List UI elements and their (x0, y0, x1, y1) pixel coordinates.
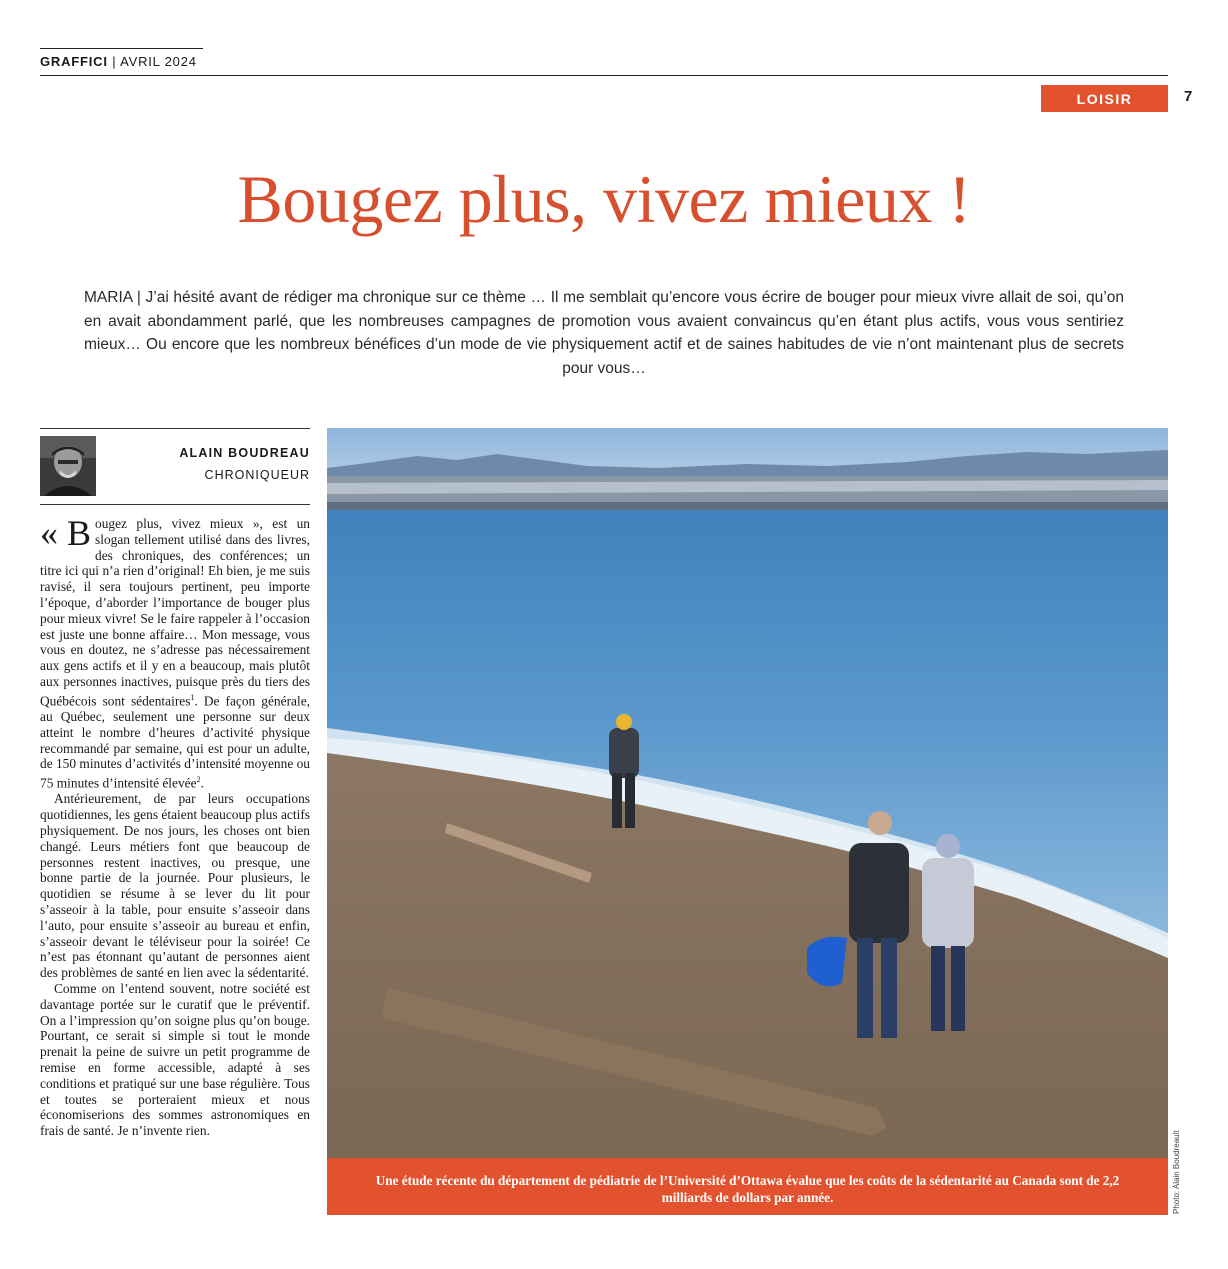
dropcap (40, 513, 92, 553)
author-name: ALAIN BOUDREAU (179, 446, 310, 460)
author-role: CHRONIQUEUR (204, 468, 310, 482)
paragraph-1-end: . (200, 775, 204, 791)
article-title: Bougez plus, vivez mieux ! (237, 161, 971, 237)
author-avatar (40, 436, 96, 496)
paragraph-1-text-b: . De façon générale, au Québec, seulement une personne sur deux atteint le nombre d’heures d’activité physique recommandé par semaine, qui est pour un adulte, de 150 minutes d’activités d’intensité moyenne ou 75 minutes d’intensité élevée (40, 693, 310, 791)
issue-date: AVRIL 2024 (120, 54, 197, 69)
photo-caption: Une étude récente du département de pédiatrie de l’Université d’Ottawa évalue que les coûts de la sédentarité au Canada sont de 2,2 milliards de dollars par année. (327, 1158, 1168, 1215)
footnote-1: 1 (190, 692, 195, 702)
publication-line (40, 54, 197, 69)
article-body (40, 513, 310, 1139)
page-number: 7 (1184, 88, 1193, 105)
section-tag: LOISIR (1041, 85, 1168, 112)
author-rule-bottom (40, 504, 310, 505)
article-lead: MARIA | J’ai hésité avant de rédiger ma chronique sur ce thème … Il me semblait qu’encore vous écrire de bouger pour mieux vivre allait de soi, qu’on en avait abondamment parlé, que les nombreuses campagnes de promotion vous avaient convaincus qu’en étant plus actifs, vous vous sentiriez mieux… Ou encore que les nombreux bénéfices d’un mode de vie physiquement actif et de saines habitudes de vie n’ont maintenant plus de secrets pour vous… (84, 289, 1124, 377)
photo-credit: Photo: Alain Boudreault (1172, 1130, 1181, 1214)
publication-name: GRAFFICI (40, 54, 108, 69)
paragraph-1-text: ougez plus, vivez mieux », est un slogan tellement utilisé dans des livres, des chroniques, des conférences; un titre ici qui n’a rien d’original! Eh bien, je me suis ravisé, il sera toujours pertinent, peu importe l’époque, d’aborder l’importance de bouger plus pour mieux vivre! Se le faire rappeler à l’occasion est juste une bonne affaire… Mon message, vous vous en doutez, ne s’adresse pas nécessairement aux gens actifs et il y en a beaucoup, mais plutôt aux personnes inactives, puisque près du tiers des Québécois sont sédentaires (40, 516, 310, 709)
beach-photo (327, 428, 1168, 1158)
open-quote: « (40, 513, 58, 553)
publication-separator: | (107, 54, 121, 69)
body-paragraph-3: Comme on l’entend souvent, notre société est davantage portée sur le curatif que le préventif. On a l’impression qu’on soigne plus qu’on bouge. Pourtant, ce serait si simple si tout le monde prenait la peine de suivre un petit programme de remise en forme accessible, adapté à ses conditions et pratiqué sur une base régulière. Tous et toutes se porteraient mieux et nous économiserions des sommes astronomiques en frais de santé. Je n’invente rien. (40, 981, 310, 1139)
body-paragraph-1 (40, 513, 310, 791)
header-rule-short (40, 48, 203, 49)
footnote-2: 2 (196, 775, 201, 785)
dropcap-letter: B (67, 513, 92, 553)
author-rule-top (40, 428, 310, 429)
body-paragraph-2: Antérieurement, de par leurs occupations quotidiennes, les gens étaient beaucoup plus actifs physiquement. De nos jours, les choses ont bien changé. Leurs métiers font que beaucoup de personnes restent inactives, ou presque, une bonne partie de la journée. Pour plusieurs, le quotidien se résume à se lever du lit pour s’asseoir à la table, pour ensuite s’asseoir dans l’auto, pour ensuite s’asseoir au bureau et enfin, s’asseoir devant le téléviseur pour la soirée! Ce n’est pas étonnant qu’autant de personnes aient des problèmes de santé en lien avec la sédentarité. (40, 791, 310, 981)
header-rule (40, 75, 1168, 76)
